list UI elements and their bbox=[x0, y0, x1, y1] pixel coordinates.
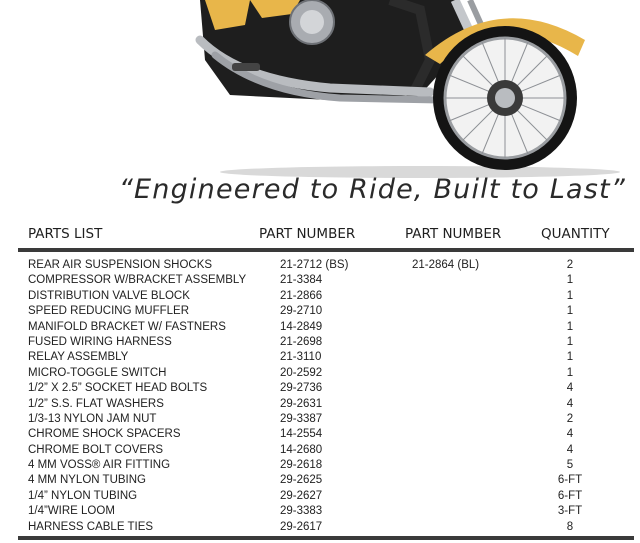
part-number-1: 29-2631 bbox=[280, 397, 323, 410]
part-name: 1/4”WIRE LOOM bbox=[28, 505, 115, 518]
table-header bbox=[18, 220, 634, 252]
header-parts-list: PARTS LIST bbox=[28, 226, 103, 242]
part-name: 4 MM VOSS® AIR FITTING bbox=[28, 459, 171, 472]
part-name: 1/2” S.S. FLAT WASHERS bbox=[28, 397, 164, 410]
table-bottom-rule bbox=[18, 536, 634, 540]
part-number-1: 21-2712 (BS) bbox=[280, 259, 349, 271]
quantity: 1 bbox=[566, 289, 574, 302]
table-row bbox=[18, 289, 634, 304]
header-quantity: QUANTITY bbox=[541, 226, 610, 242]
part-name: 1/2” X 2.5” SOCKET HEAD BOLTS bbox=[28, 382, 208, 395]
part-name: MICRO-TOGGLE SWITCH bbox=[28, 366, 167, 379]
parts-table bbox=[18, 220, 634, 535]
part-name: 4 MM NYLON TUBING bbox=[28, 474, 146, 487]
part-number-1: 14-2680 bbox=[280, 443, 323, 456]
part-name: RELAY ASSEMBLY bbox=[28, 351, 129, 364]
quantity: 1 bbox=[566, 274, 574, 287]
part-name: 1/3-13 NYLON JAM NUT bbox=[28, 412, 157, 425]
table-body bbox=[18, 258, 634, 535]
part-name: CHROME BOLT COVERS bbox=[28, 443, 164, 456]
part-name: CHROME SHOCK SPACERS bbox=[28, 428, 181, 441]
part-name: COMPRESSOR W/BRACKET ASSEMBLY bbox=[28, 274, 247, 287]
part-number-1: 29-2627 bbox=[280, 489, 323, 502]
table-row bbox=[18, 366, 634, 381]
table-row bbox=[18, 504, 634, 519]
table-row bbox=[18, 350, 634, 365]
quantity: 8 bbox=[566, 520, 574, 533]
table-row bbox=[18, 443, 634, 458]
part-number-1: 29-2710 bbox=[280, 305, 323, 318]
quantity: 4 bbox=[566, 382, 574, 395]
table-row bbox=[18, 412, 634, 427]
quantity: 6-FT bbox=[557, 474, 583, 487]
part-number-1: 14-2849 bbox=[280, 320, 323, 333]
quantity: 2 bbox=[566, 259, 574, 271]
part-name: MANIFOLD BRACKET W/ FASTNERS bbox=[28, 320, 226, 333]
part-number-1: 21-2866 bbox=[280, 289, 323, 302]
quantity: 1 bbox=[566, 351, 574, 364]
part-number-1: 29-2617 bbox=[280, 520, 323, 533]
part-number-1: 29-2625 bbox=[280, 474, 323, 487]
quantity: 3-FT bbox=[557, 505, 583, 518]
table-row bbox=[18, 304, 634, 319]
table-row bbox=[18, 489, 634, 504]
quantity: 1 bbox=[566, 320, 574, 333]
quantity: 1 bbox=[566, 366, 574, 379]
table-row bbox=[18, 458, 634, 473]
quantity: 2 bbox=[566, 412, 574, 425]
part-name: HARNESS CABLE TIES bbox=[28, 520, 154, 533]
part-name: 1/4” NYLON TUBING bbox=[28, 489, 138, 502]
part-number-1: 21-2698 bbox=[280, 335, 323, 348]
part-number-1: 21-3384 bbox=[280, 274, 323, 287]
quantity: 4 bbox=[566, 428, 574, 441]
part-number-1: 29-3383 bbox=[280, 505, 323, 518]
part-name: FUSED WIRING HARNESS bbox=[28, 335, 172, 348]
table-row bbox=[18, 473, 634, 488]
quantity: 4 bbox=[566, 443, 574, 456]
quantity: 6-FT bbox=[557, 489, 583, 502]
part-number-1: 20-2592 bbox=[280, 366, 323, 379]
part-number-1: 29-2618 bbox=[280, 459, 323, 472]
table-row bbox=[18, 258, 634, 273]
table-row bbox=[18, 320, 634, 335]
part-number-1: 14-2554 bbox=[280, 428, 323, 441]
part-number-1: 29-3387 bbox=[280, 412, 323, 425]
part-name: SPEED REDUCING MUFFLER bbox=[28, 305, 190, 318]
table-row bbox=[18, 520, 634, 535]
table-row bbox=[18, 397, 634, 412]
table-row bbox=[18, 335, 634, 350]
part-number-2: 21-2864 (BL) bbox=[412, 259, 480, 271]
table-row bbox=[18, 381, 634, 396]
part-number-1: 29-2736 bbox=[280, 382, 323, 395]
quantity: 5 bbox=[566, 459, 574, 472]
table-row bbox=[18, 427, 634, 442]
quantity: 1 bbox=[566, 335, 574, 348]
part-number-1: 21-3110 bbox=[280, 351, 322, 364]
header-part-number-2: PART NUMBER bbox=[405, 226, 502, 242]
header-part-number-1: PART NUMBER bbox=[259, 226, 356, 242]
part-name: REAR AIR SUSPENSION SHOCKS bbox=[28, 259, 213, 271]
part-name: DISTRIBUTION VALVE BLOCK bbox=[28, 289, 190, 302]
motorcycle-image bbox=[0, 0, 640, 178]
table-row bbox=[18, 273, 634, 288]
quantity: 1 bbox=[566, 305, 574, 318]
tagline: “Engineered to Ride, Built to Last” bbox=[118, 174, 626, 205]
quantity: 4 bbox=[566, 397, 574, 410]
